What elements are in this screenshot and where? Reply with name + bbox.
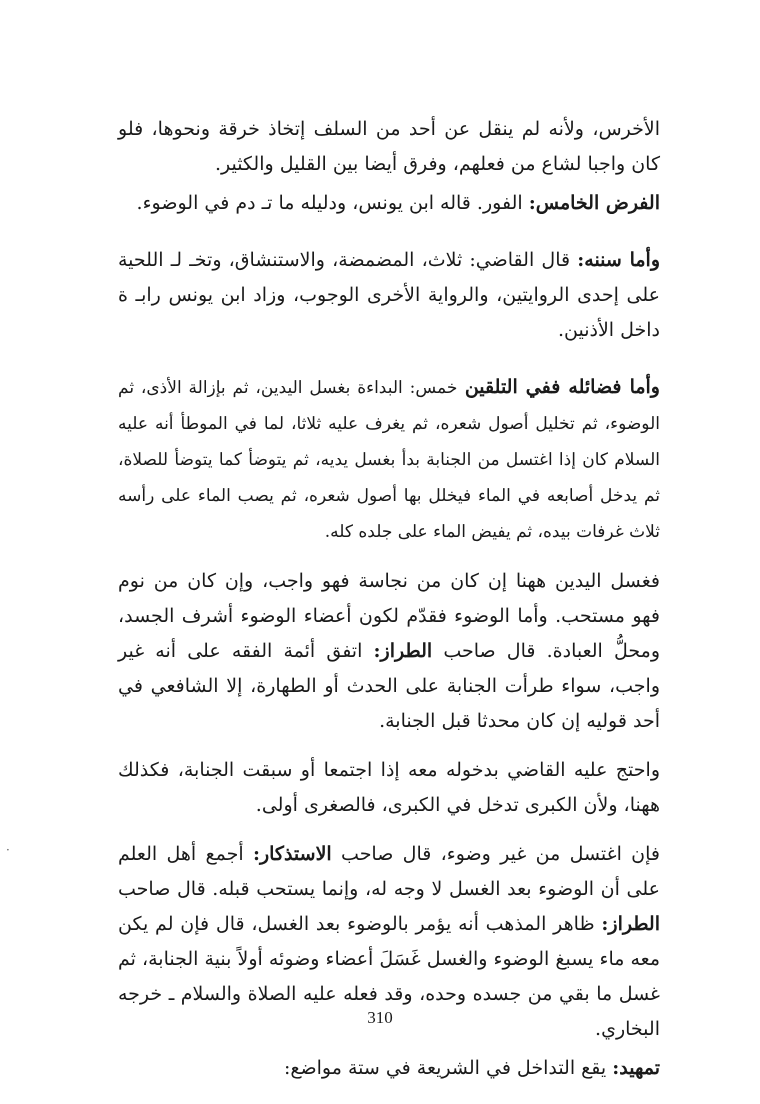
book-title: الاستذكار: [252, 843, 332, 865]
page-number: 310 [367, 1008, 393, 1027]
paragraph-1 [118, 112, 660, 182]
paragraph-text: اتفق أئمة الفقه على أنه غير واجب، سواء طرأت الجنابة على الحدث أو الطهارة، إلا الشافعي في أحد قوليه إن كان محدثا قبل الجنابة. [118, 640, 660, 732]
section-heading: وأما سننه: [577, 249, 660, 271]
book-title: الطراز: [373, 640, 433, 662]
section-heading: الفرض الخامس: [528, 192, 660, 214]
paragraph-5 [118, 564, 660, 739]
page-body [118, 112, 660, 1086]
scan-mark: · [6, 843, 10, 857]
book-title: الطراز: [601, 913, 660, 935]
paragraph-2 [118, 186, 660, 221]
paragraph-text: واحتج عليه القاضي بدخوله معه إذا اجتمعا أو سبقت الجنابة، فكذلك ههنا، ولأن الكبرى تدخل في الكبرى، فالصغرى أولى. [118, 759, 660, 816]
paragraph-8 [118, 1051, 660, 1086]
paragraph-6 [118, 753, 660, 823]
paragraph-text: خمس: البداءة بغسل اليدين، ثم بإزالة الأذى، ثم الوضوء، ثم تخليل أصول شعره، ثم يغرف عليه ثلاثا، لما في الموطأ أنه عليه السلام كان إذا اغتسل من الجنابة بدأ بغسل يديه، ثم يتوضأ كما يتوضأ للصلاة، ثم يدخل أصابعه في الماء فيخلل بها أصول شعره، ثم يصب الماء على رأسه ثلاث غرفات بيده، ثم يفيض الماء على جلده كله. [118, 378, 660, 542]
paragraph-text: قال القاضي: ثلاث، المضمضة، والاستنشاق، وتخـ لـ اللحية على إحدى الروايتين، والرواية الأخرى الوجوب، وزاد ابن يونس رابـ ة داخل الأذنين. [118, 249, 660, 341]
paragraph-text: أجمع أهل العلم على أن الوضوء بعد الغسل لا وجه له، وإنما يستحب قبله. قال صاحب [118, 843, 660, 900]
paragraph-text: فغسل اليدين ههنا إن كان من نجاسة فهو واجب، وإن كان من نوم فهو مستحب. وأما الوضوء فقدّم لكون أعضاء الوضوء أشرف الجسد، ومحلُّ العبادة. قال صاحب [118, 570, 660, 662]
paragraph-text: يقع التداخل في الشريعة في ستة مواضع: [284, 1057, 607, 1079]
paragraph-text: فإن اغتسل من غير وضوء، قال صاحب [341, 843, 661, 865]
paragraph-4 [118, 370, 660, 550]
paragraph-text: الفور. قاله ابن يونس، ودليله ما تـ دم في الوضوء. [136, 192, 523, 214]
section-heading: تمهيد: [612, 1057, 660, 1079]
paragraph-text: ظاهر المذهب أنه يؤمر بالوضوء بعد الغسل، قال فإن لم يكن معه ماء يسبغ الوضوء والغسل غَسَلَ أعضاء وضوئه أولاً بنية الجنابة، ثم غسل ما بقي من جسده وحده، وقد فعله عليه الصلاة والسلام ـ خرجه البخاري. [118, 913, 660, 1040]
section-heading: وأما فضائله ففي التلقين [464, 376, 660, 398]
paragraph-3 [118, 243, 660, 348]
paragraph-text: الأخرس، ولأنه لم ينقل عن أحد من السلف إتخاذ خرقة ونحوها، فلو كان واجبا لشاع من فعلهم، وفرق أيضا بين القليل والكثير. [118, 118, 660, 175]
